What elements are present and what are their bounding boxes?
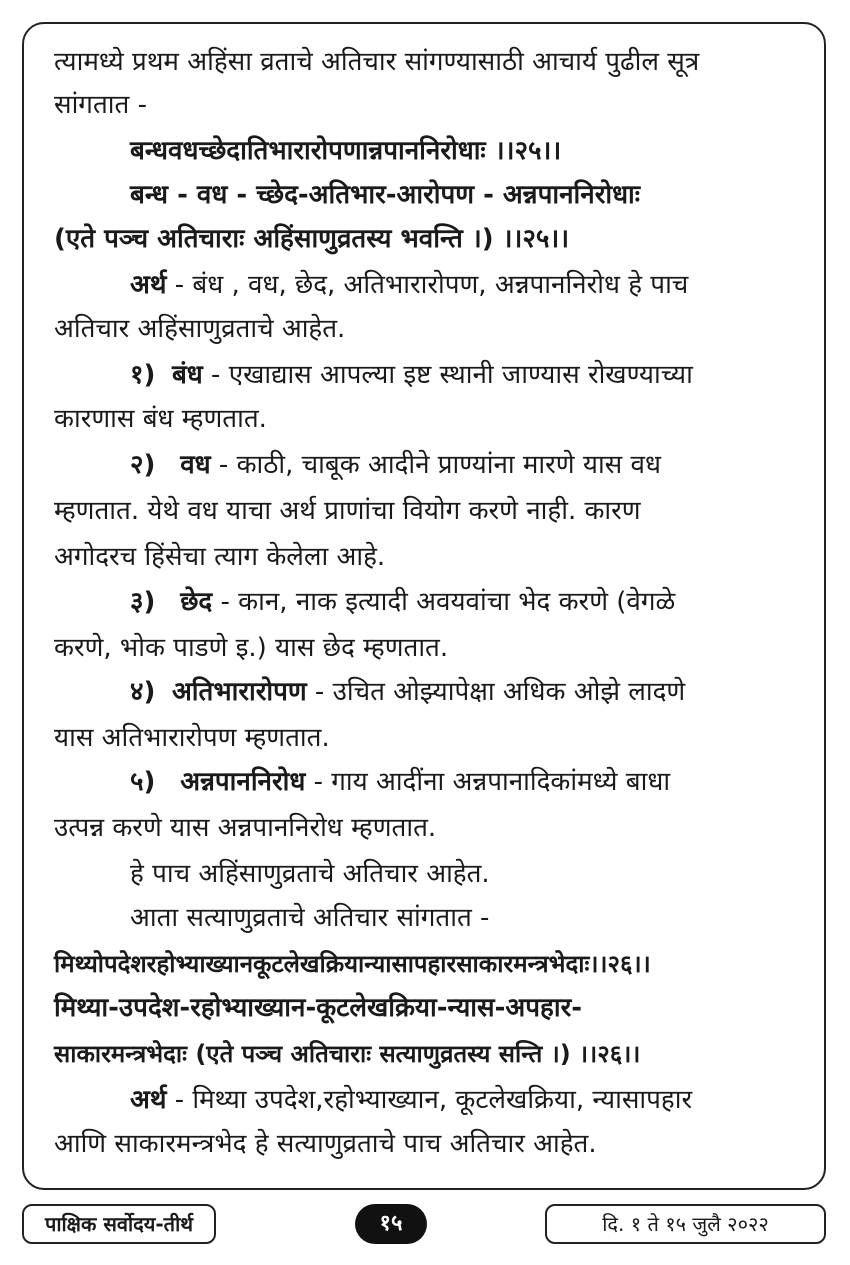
text-line: आणि साकारमन्त्रभेद हे सत्याणुव्रताचे पाच अतिचार आहेत. — [54, 1129, 597, 1159]
item-number: ५) — [130, 767, 156, 797]
text-line: उत्पन्न करणे यास अन्नपाननिरोध म्हणतात. — [54, 813, 437, 843]
text-line: सांगतात - — [54, 90, 147, 120]
item-label: अन्नपाननिरोध — [180, 767, 306, 797]
item-label: छेद — [180, 587, 213, 617]
item-bandh — [130, 357, 693, 393]
text-line: अगोदरच हिंसेचा त्याग केलेला आहे. — [54, 542, 386, 572]
item-text: - उचित ओझ्यापेक्षा अधिक ओझे लादणे — [306, 677, 686, 707]
item-number: ३) — [130, 587, 156, 617]
issue-date: दि. १ ते १५ जुलै २०२२ — [545, 1204, 826, 1244]
meaning-label: अर्थ — [130, 270, 167, 300]
meaning-text: - मिथ्या उपदेश,रहोभ्याख्यान, कूटलेखक्रिया, न्यासापहार — [166, 1085, 693, 1115]
item-text: - कान, नाक इत्यादी अवयवांचा भेद करणे (वेगळे — [212, 587, 676, 617]
item-label: वध — [180, 450, 211, 480]
item-number: ४) — [130, 677, 156, 707]
item-vadh — [130, 447, 661, 483]
meaning-line — [130, 1082, 692, 1118]
sutra-25-split: बन्ध - वध - च्छेद-अतिभार-आरोपण - अन्नपाननिरोधाः — [130, 180, 641, 210]
page-number: १५ — [355, 1204, 427, 1244]
text-line: करणे, भोक पाडणे इ.) यास छेद म्हणतात. — [54, 633, 449, 663]
text-line: यास अतिभारारोपण म्हणतात. — [54, 723, 330, 753]
item-chhed — [130, 584, 675, 620]
text-line: आता सत्याणुव्रताचे अतिचार सांगतात - — [130, 903, 490, 933]
meaning-line — [130, 267, 688, 303]
sutra-26-split: मिथ्या-उपदेश-रहोभ्याख्यान-कूटलेखक्रिया-न्यास-अपहार- — [54, 993, 582, 1023]
text-line: अतिचार अहिंसाणुव्रताचे आहेत. — [54, 314, 346, 344]
item-annapananirodh — [130, 764, 670, 800]
text-line: हे पाच अहिंसाणुव्रताचे अतिचार आहेत. — [130, 859, 490, 889]
item-number: २) — [130, 450, 156, 480]
sutra-25: बन्धवधच्छेदातिभारारोपणान्नपाननिरोधाः ।।२५।। — [130, 136, 562, 166]
meaning-label: अर्थ — [130, 1085, 167, 1115]
item-number: १) — [130, 360, 156, 390]
item-text: - एखाद्यास आपल्या इष्ट स्थानी जाण्यास रोखण्याच्या — [202, 360, 693, 390]
magazine-name: पाक्षिक सर्वोदय-तीर्थ — [22, 1204, 216, 1244]
text-line: म्हणतात. येथे वध याचा अर्थ प्राणांचा वियोग करणे नाही. कारण — [54, 496, 641, 526]
text-line: कारणास बंध म्हणतात. — [54, 404, 267, 434]
item-label: अतिभारारोपण — [171, 677, 307, 707]
item-label: बंध — [171, 360, 203, 390]
item-text: - गाय आदींना अन्नपानादिकांमध्ये बाधा — [305, 767, 671, 797]
text-line: त्यामध्ये प्रथम अहिंसा व्रताचे अतिचार सांगण्यासाठी आचार्य पुढील सूत्र — [54, 47, 700, 77]
item-atibhararopan — [130, 674, 685, 710]
sutra-26: मिथ्योपदेशरहोभ्याख्यानकूटलेखक्रियान्यासापहारसाकारमन्त्रभेदाः।।२६।। — [54, 950, 651, 978]
sutra-26-expansion: साकारमन्त्रभेदाः (एते पञ्च अतिचाराः सत्याणुव्रतस्य सन्ति ।) ।।२६।। — [54, 1040, 641, 1068]
meaning-text: - बंध , वध, छेद, अतिभारारोपण, अन्नपाननिरोध हे पाच — [166, 270, 689, 300]
sutra-25-expansion: (एते पञ्च अतिचाराः अहिंसाणुव्रतस्य भवन्ति ।) ।।२५।। — [54, 224, 570, 254]
item-text: - काठी, चाबूक आदीने प्राण्यांना मारणे यास वध — [210, 450, 661, 480]
